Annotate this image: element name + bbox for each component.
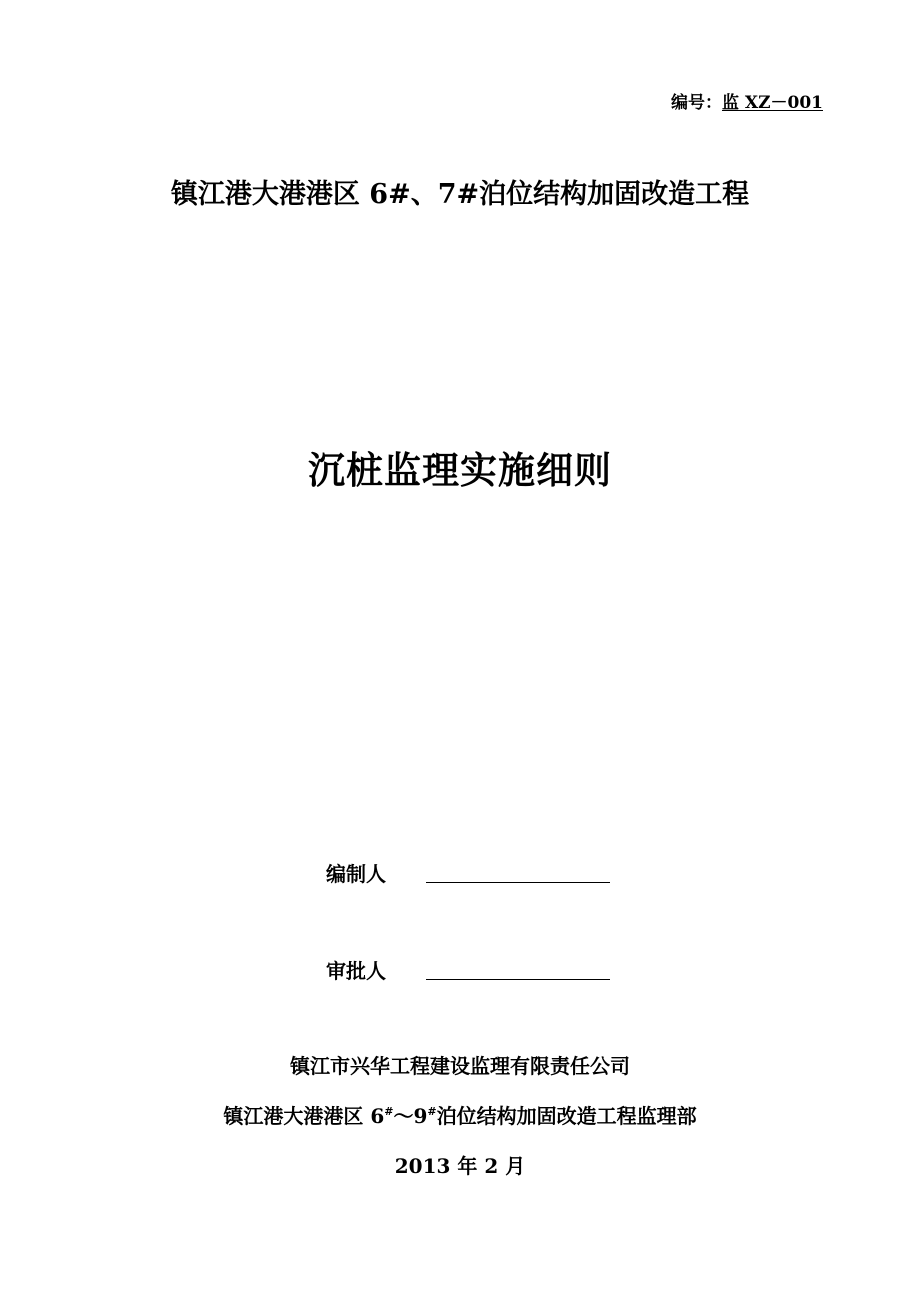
department-hash-mark: # — [384, 1105, 394, 1118]
document-title: 沉桩监理实施细则 — [308, 448, 612, 492]
project-title: 镇江港大港港区 6#、7#泊位结构加固改造工程 — [170, 179, 750, 210]
issue-date: 2013 年 2 月 — [394, 1154, 526, 1178]
document-code-value: 监 XZ－001 — [721, 93, 823, 113]
department-name — [0, 1100, 920, 1129]
compiler-signature-line — [426, 882, 610, 883]
compiler-label: 编制人 — [326, 862, 386, 886]
approver-signature-row — [326, 955, 626, 985]
document-code — [671, 88, 823, 113]
department-name-middle: ～9 — [393, 1104, 428, 1128]
company-name: 镇江市兴华工程建设监理有限责任公司 — [290, 1054, 630, 1078]
approver-label: 审批人 — [326, 959, 386, 983]
department-name-prefix: 镇江港大港港区 6 — [223, 1104, 385, 1128]
compiler-signature-row — [326, 858, 626, 888]
approver-signature-line — [426, 979, 610, 980]
document-code-label: 编号： — [670, 93, 722, 113]
department-name-suffix: 泊位结构加固改造工程监理部 — [436, 1104, 697, 1128]
department-hash-mark: # — [427, 1105, 437, 1118]
